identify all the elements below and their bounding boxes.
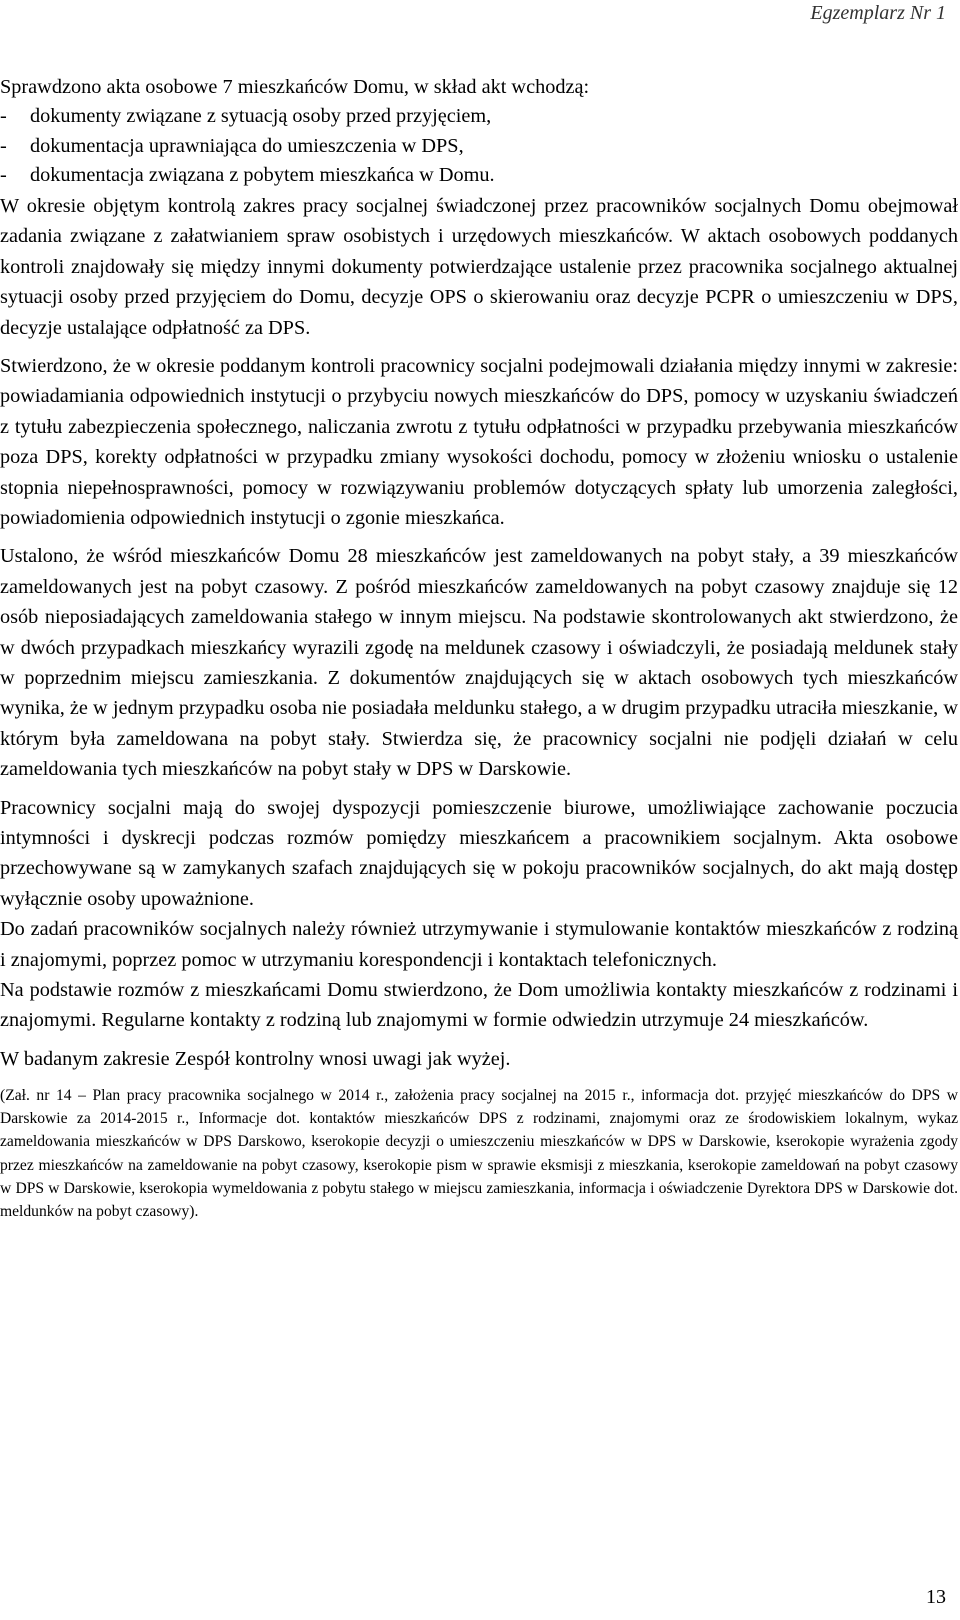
dash-bullet: -: [0, 105, 7, 128]
paragraph-zakres-pracy: W okresie objętym kontrolą zakres pracy socjalnej świadczonej przez pracowników socjalnych Domu obejmował zadania związane z załatwianiem spraw osobistych i urzędowych mieszkańców. W aktach osobowych poddanych kontroli znajdowały się między innymi dokumenty potwierdzające ustalenie przez pracownika socjalnego aktualnej sytuacji osoby przed przyjęciem do Domu, decyzje OPS o skierowaniu oraz decyzje PCPR o umieszczeniu w DPS, decyzje ustalające odpłatność za DPS.: [0, 194, 958, 339]
list-item: - dokumentacja uprawniająca do umieszczenia w DPS,: [0, 132, 958, 162]
dash-bullet: -: [0, 164, 7, 187]
attachments-note: (Zał. nr 14 – Plan pracy pracownika socjalnego w 2014 r., założenia pracy socjalnej na 2015 r., informacja dot. przyjęć mieszkańców do DPS w Darskowie za 2014-2015 r., Informacje dot. kontaktów mieszkańców DPS z rodzinami, znajomymi oraz ze środowiskiem lokalnym, wykaz zameldowania mieszkańców w DPS Darskowo, kserokopie decyzji o umieszczeniu mieszkańców w DPS w Darskowie, kserokopie wyrażenia zgody przez mieszkańców na zameldowanie na pobyt czasowy, kserokopie pism w sprawie eksmisji z mieszkania, kserokopie zameldowań na pobyt czasowy w DPS w Darskowie, kserokopia wymeldowania z pobytu stałego w miejscu zamieszkania, informacja i oświadczenie Dyrektora DPS w Darskowie dot. meldunków na pobyt czasowy).: [0, 1087, 958, 1220]
paragraph-dzialania: Stwierdzono, że w okresie poddanym kontroli pracownicy socjalni podejmowali działania między innymi w zakresie: powiadamiania odpowiednich instytucji o przybyciu nowych mieszkańców do DPS, pomocy w uzyskaniu świadczeń z tytułu zabezpieczenia społecznego, naliczania zwrotu z tytułu odpłatności w przypadku przebywania mieszkańców poza DPS, korekty odpłatności w przypadku zmiany wysokości dochodu, pomocy w złożeniu wniosku o ustalenie stopnia niepełnosprawności, pomocy w rozwiązywaniu problemów dotyczących spłaty lub umorzenia zaległości, powiadomienia odpowiednich instytucji o zgonie mieszkańca.: [0, 354, 958, 529]
list-item: - dokumentacja związana z pobytem mieszkańca w Domu.: [0, 161, 958, 191]
dash-bullet: -: [0, 134, 7, 157]
document-body: [0, 72, 958, 1223]
akta-list: [0, 102, 958, 191]
page-number: 13: [926, 1586, 946, 1608]
paragraph-pomieszczenie: Pracownicy socjalni mają do swojej dyspozycji pomieszczenie biurowe, umożliwiające zachowanie poczucia intymności i dyskrecji podczas rozmów pomiędzy mieszkańcem a pracownikiem socjalnym. Akta osobowe przechowywane są w zamykanych szafach znajdujących się w pokoju pracowników socjalnych, do akt mają dostęp wyłącznie osoby upoważnione.: [0, 796, 958, 910]
intro-lead: Sprawdzono akta osobowe 7 mieszkańców Domu, w skład akt wchodzą:: [0, 76, 590, 98]
list-item: - dokumenty związane z sytuacją osoby przed przyjęciem,: [0, 102, 958, 132]
paragraph-zameldowanie: Ustalono, że wśród mieszkańców Domu 28 mieszkańców jest zameldowanych na pobyt stały, a 39 mieszkańców zameldowanych jest na pobyt czasowy. Z pośród mieszkańców zameldowanych na pobyt czasowy znajduje się 12 osób nieposiadających zameldowania stałego w innym miejscu. Na podstawie skontrolowanych akt stwierdzono, że w dwóch przypadkach mieszkańcy wyrazili zgodę na meldunek czasowy i oświadczyli, że posiadają meldunek stały w poprzednim miejscu zamieszkania. Z dokumentów znajdujących się w aktach osobowych tych mieszkańców wynika, że w jednym przypadku osoba nie posiadała meldunku stałego, a w drugim przypadku utraciła mieszkanie, w którym była zameldowana na pobyt stały. Stwierdza się, że pracownicy socjalni nie podjęli działań w celu zameldowania tych mieszkańców na pobyt stały w DPS w Darskowie.: [0, 545, 958, 781]
copy-label: Egzemplarz Nr 1: [810, 2, 946, 24]
paragraph-kontakty: Do zadań pracowników socjalnych należy również utrzymywanie i stymulowanie kontaktów mieszkańców z rodziną i znajomymi, poprzez pomoc w utrzymaniu korespondencji i kontaktach telefonicznych.: [0, 918, 958, 971]
paragraph-rozmowy: Na podstawie rozmów z mieszkańcami Domu stwierdzono, że Dom umożliwia kontakty mieszkańców z rodzinami i znajomymi. Regularne kontakty z rodziną lub znajomymi w formie odwiedzin utrzymuje 24 mieszkańców.: [0, 979, 958, 1032]
paragraph-uwagi: W badanym zakresie Zespół kontrolny wnosi uwagi jak wyżej.: [0, 1047, 511, 1070]
